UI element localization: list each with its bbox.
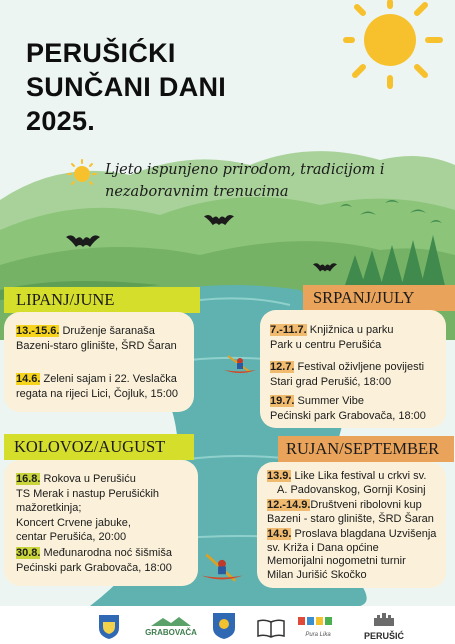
grabovaca-logo [140, 616, 202, 637]
event-text: Milan Jurišić Skočko [267, 568, 367, 581]
month-label-september: RUJAN/SEPTEMBER [278, 436, 454, 462]
grabovaca-logo-text: GRABOVAČA [145, 628, 197, 637]
event-text: Bazeni - staro glinište, ŠRD Šaran [267, 512, 434, 525]
bat-icon [204, 211, 234, 227]
event-date: 12.-14.9. [267, 499, 311, 511]
month-label-august: KOLOVOZ/AUGUST [4, 434, 194, 460]
coat-of-arms-icon [98, 614, 120, 640]
event-text: Rokova u Perušiću [43, 473, 136, 485]
event-text: Festival oživljene povijesti [297, 361, 425, 373]
month-label-june: LIPANJ/JUNE [4, 287, 200, 313]
event-august-2 [16, 546, 172, 576]
perusic-logo-text: PERUŠIĆ [363, 631, 404, 641]
event-june-2 [16, 372, 178, 402]
event-text: Stari grad Perušić, 18:00 [270, 376, 392, 388]
event-text: Koncert Crvene jabuke, [16, 516, 131, 529]
event-july-1 [270, 323, 394, 353]
event-text: A. Padovanskog, Gornji Kosinj [277, 483, 426, 496]
title-line-2: SUNČANI DANI [26, 72, 227, 102]
event-text: Knjižnica u parku [309, 324, 394, 336]
event-text: Druženje šaranaša [62, 325, 155, 337]
event-text: centar Perušića, 20:00 [16, 531, 127, 543]
event-text: regata na rijeci Lici, Čojluk, 15:00 [16, 388, 179, 400]
event-date: 16.8. [16, 473, 41, 485]
event-date: 13.-15.6. [16, 325, 60, 337]
mountain-icon [151, 616, 191, 626]
event-text: Summer Vibe [297, 395, 364, 407]
event-text: Like Lika festival u crkvi sv. [294, 470, 427, 482]
event-september-2 [267, 499, 434, 526]
events-box-june [4, 312, 194, 412]
event-text: Međunarodna noć šišmiša [43, 547, 172, 559]
event-august-1 [16, 472, 159, 545]
event-july-2 [270, 360, 424, 390]
logos-bar [0, 606, 455, 644]
event-text: Zeleni sajam i 22. Veslačka [43, 373, 177, 385]
bat-icon [313, 260, 337, 273]
event-text: Pećinski park Grabovača, 18:00 [16, 562, 172, 574]
lika-logo [294, 614, 342, 638]
event-date: 7.-11.7. [270, 324, 307, 336]
month-label-july: SRPANJ/JULY [303, 285, 455, 311]
small-sun-icon [64, 158, 100, 188]
event-text: Bazeni-staro glinište, ŠRD Šaran [16, 340, 177, 352]
bat-icon [66, 231, 100, 249]
event-text: mažoretkinja; [16, 502, 82, 514]
title-line-1: PERUŠIĆKI [26, 38, 176, 68]
kayak-icon [198, 552, 246, 586]
event-june-1 [16, 324, 177, 354]
book-icon [256, 618, 286, 638]
event-september-3 [267, 528, 436, 582]
event-september-1 [267, 470, 426, 497]
poster-title [26, 36, 226, 138]
event-date: 14.6. [16, 373, 41, 385]
crest-icon [212, 612, 236, 640]
castle-icon [372, 612, 396, 626]
event-text: Park u centru Perušića [270, 339, 382, 351]
event-date: 13.9. [267, 470, 292, 482]
title-line-3: 2025. [26, 106, 96, 136]
event-date: 30.8. [16, 547, 41, 559]
lika-logo-text: Pura Lika [305, 632, 331, 638]
event-text: Pećinski park Grabovača, 18:00 [270, 410, 426, 422]
bird-icon [330, 195, 450, 235]
sun-icon [330, 0, 455, 90]
event-text: sv. Križa i Dana općine [267, 541, 379, 554]
event-text: Društveni ribolovni kup [310, 499, 422, 511]
event-text: TS Merak i nastup Perušićkih [16, 487, 160, 500]
lika-logo-icon [298, 615, 338, 627]
event-date: 12.7. [270, 361, 295, 373]
event-date: 19.7. [270, 395, 295, 407]
event-text: Memorijalni nogometni turnir [267, 555, 406, 567]
event-date: 14.9. [267, 528, 292, 540]
events-box-august [4, 460, 198, 586]
kayak-icon [222, 352, 258, 378]
event-text: Proslava blagdana Uzvišenja [294, 528, 437, 540]
events-box-september [257, 462, 446, 588]
subtitle-line-1: Ljeto ispunjeno prirodom, tradicijom i [105, 162, 385, 178]
event-july-3 [270, 394, 426, 424]
subtitle-line-2: nezaboravnim trenucima [105, 184, 289, 200]
events-box-july [260, 310, 446, 428]
perusic-logo [348, 612, 420, 641]
